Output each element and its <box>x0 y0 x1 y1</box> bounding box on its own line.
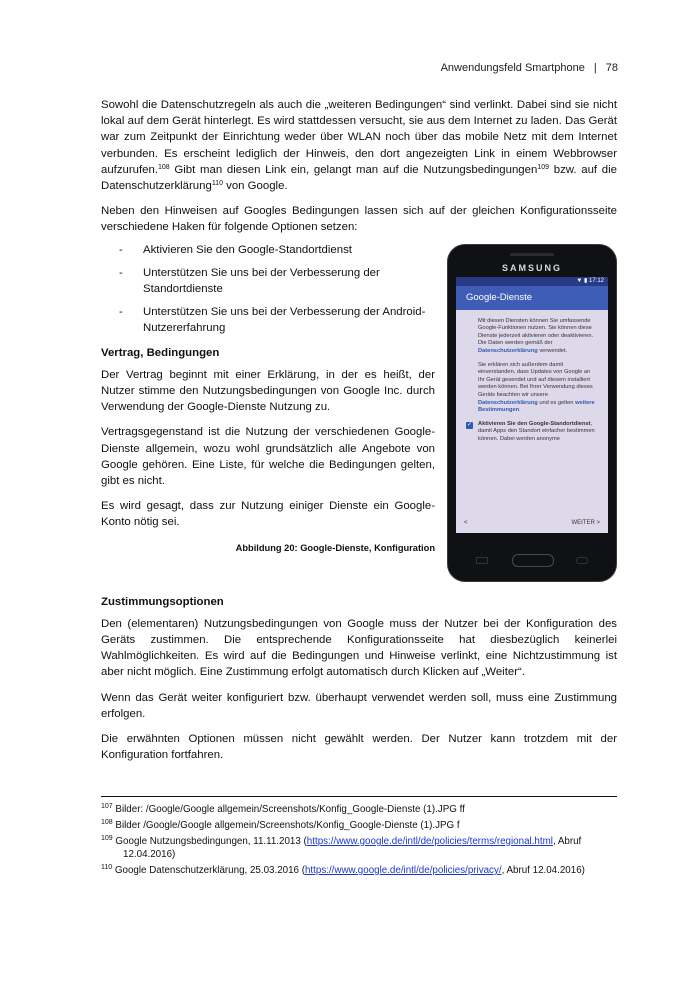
paragraph-zustimmung: Den (elementaren) Nutzungsbedingungen von Google muss der Nutzer bei der Konfiguration des Geräts zustimmen. Die entsprechende Konfigurationsseite hat diesbezüglich keinerlei Wahlmöglichkeiten. Es wird auf die Bedingungen und Hinweise verlinkt, eine Nichtzustimmung ist aber nicht möglich. Eine Zustimmung erfolgt automatisch durch Klicken auf „Weiter“. <box>101 617 617 679</box>
footnote-ref[interactable]: 109 <box>537 163 550 171</box>
screen-nav-row <box>456 517 608 529</box>
terms-link[interactable]: weitere Bestimmungen <box>478 399 595 414</box>
status-bar: ▼ ▮ 17:12 <box>456 277 608 286</box>
paragraph-links <box>101 97 617 194</box>
footnote-text: Google Datenschutzerklärung, 25.03.2016 ( <box>114 865 305 876</box>
page-number: 78 <box>605 62 618 74</box>
header-separator: | <box>593 62 597 74</box>
text-span: , damit Apps den Standort einfacher bestimmen können. Dabei werden anonyme <box>478 420 595 442</box>
back-key-icon <box>576 557 588 564</box>
footnote-text: Google Nutzungsbedingungen, 11.11.2013 ( <box>115 836 307 847</box>
footnote-number: 107 <box>101 803 113 810</box>
footnote-text: Bilder: /Google/Google allgemein/Screenshots/Konfig_Google-Dienste (1).JPG ff <box>115 804 465 815</box>
footnote-number: 109 <box>101 835 113 842</box>
footnote-text: , Abruf 12.04.2016) <box>123 836 582 860</box>
paragraph-optionen: Die erwähnten Optionen müssen nicht gewählt werden. Der Nutzer kann trotzdem mit der Konfiguration fortfahren. <box>101 733 617 762</box>
footnote-number: 108 <box>101 819 113 826</box>
running-title: Anwendungsfeld Smartphone <box>440 62 585 74</box>
heading-zustimmung: Zustimmungsoptionen <box>101 595 224 608</box>
footnote-link[interactable]: https://www.google.de/intl/de/policies/privacy/ <box>304 865 502 876</box>
list-dash: - <box>119 243 123 256</box>
text-span: und es gelten <box>537 399 574 406</box>
footnote-ref[interactable]: 108 <box>158 163 170 171</box>
running-header <box>441 62 618 74</box>
list-item-text: Unterstützen Sie uns bei der Verbesserung der Android-Nutzererfahrung <box>143 306 426 335</box>
footnote-number: 110 <box>101 864 113 871</box>
app-title: Google-Dienste <box>456 286 608 310</box>
location-checkbox-row[interactable] <box>478 421 598 444</box>
list-dash: - <box>119 306 123 319</box>
privacy-link[interactable]: Datenschutzerklärung <box>478 399 538 406</box>
footnote-text: , Abruf 12.04.2016) <box>501 865 585 876</box>
options-list <box>101 242 617 337</box>
paragraph-options-intro: Neben den Hinweisen auf Googles Bedingungen lassen sich auf der gleichen Konfigurationsseite verschiedene Haken für folgende Optionen setzen: <box>101 205 617 234</box>
text-span: Sie erklären sich außerdem damit einverstanden, dass Updates von Google an Ihr Gerät gesendet und auf diesem installiert werden können. Bei Ihrer Verwendung dieses Geräts beachten wir unsere <box>478 361 593 398</box>
footnote-109 <box>101 835 617 861</box>
text-span: Sowohl die Datenschutzregeln als auch die „weiteren Bedingungen“ sind verlinkt. Dabei sind sie nicht lokal auf dem Gerät hinterlegt. Es wird stattdessen versucht, sie aus dem Internet zu laden. Das Gerät war zum Zeitpunkt der Einrichtung weder über WLAN noch über das mobile Netz mit dem Internet verbunden. Es erscheint lediglich der Hinweis, den dort angezeigten Link in einem Webbrowser aufzurufen. <box>101 99 617 176</box>
text-span: von Google. <box>222 180 288 193</box>
text-span: Gibt man diesen Link ein, gelangt man auf die Nutzungsbedingungen <box>169 163 538 176</box>
checkbox-label <box>478 421 598 444</box>
footnote-110 <box>101 864 617 877</box>
text-span: bzw. auf die Datenschutzerklärung <box>101 163 617 193</box>
footnote-107 <box>101 803 617 816</box>
list-item <box>101 265 617 297</box>
list-item-text: Aktivieren Sie den Google-Standortdienst <box>143 243 352 256</box>
phone-brand: SAMSUNG <box>501 262 562 273</box>
next-button[interactable]: WEITER > <box>571 519 600 526</box>
list-item-text: Unterstützen Sie uns bei der Verbesserung der Standortdienste <box>143 266 380 296</box>
screen-block-2: Sie erklären sich außerdem damit einverstanden, dass Updates von Google an Ihr Gerät gesendet und auf diesem installiert werden können. Bei Ihrer Verwendung dieses Geräts beachten wir unsere Datenschutzerklärung und es gelten weitere Bestimmungen. <box>478 361 595 414</box>
footnote-108 <box>101 819 617 832</box>
paragraph-weiter: Wenn das Gerät weiter konfiguriert bzw. überhaupt verwendet werden soll, muss eine Zustimmung erfolgen. <box>101 691 617 720</box>
footnote-text: Bilder /Google/Google allgemein/Screenshots/Konfig_Google-Dienste (1).JPG f <box>115 820 460 831</box>
footnote-link[interactable]: https://www.google.de/intl/de/policies/terms/regional.html <box>306 836 553 847</box>
page-content <box>101 97 617 772</box>
footnotes <box>101 803 617 880</box>
list-dash: - <box>119 266 123 279</box>
figure-caption: Abbildung 20: Google-Dienste, Konfiguration <box>235 542 435 553</box>
footnote-divider <box>101 796 617 797</box>
back-button[interactable]: < <box>464 519 468 526</box>
text-span: Aktivieren Sie den Google-Standortdienst <box>478 420 591 427</box>
paragraph-vertragsgegenstand: Vertragsgegenstand ist die Nutzung der verschiedenen Google-Dienste allgemein, wozu wohl grundsätzlich alle Angebote von Google gehören. Eine Liste, für welche die Bedingungen gelten, gibt es nicht. <box>101 426 435 488</box>
heading-vertrag: Vertrag, Bedingungen <box>101 346 220 359</box>
list-item <box>101 304 617 336</box>
footnote-ref[interactable]: 110 <box>211 180 223 188</box>
home-button-icon <box>512 554 554 567</box>
checkbox-checked-icon[interactable] <box>466 422 473 429</box>
list-item <box>101 242 617 258</box>
paragraph-vertrag: Der Vertrag beginnt mit einer Erklärung, in der es heißt, der Nutzer stimme den Nutzungsbedingungen von Google Inc. durch Verwendung der Google-Dienste Nutzung zu. <box>101 368 435 414</box>
text-span: Mit diesen Diensten können Sie umfassende Google-Funktionen nutzen. Sie können diese Dienste jederzeit aktivieren oder deaktivieren. Die Daten werden gemäß der <box>478 317 594 347</box>
privacy-link[interactable]: Datenschutzerklärung <box>478 348 538 354</box>
paragraph-konto: Es wird gesagt, dass zur Nutzung einiger Dienste ein Google-Konto nötig sei. <box>101 500 435 529</box>
text-span: verwendet. <box>537 348 568 354</box>
recent-apps-key-icon <box>476 557 488 564</box>
